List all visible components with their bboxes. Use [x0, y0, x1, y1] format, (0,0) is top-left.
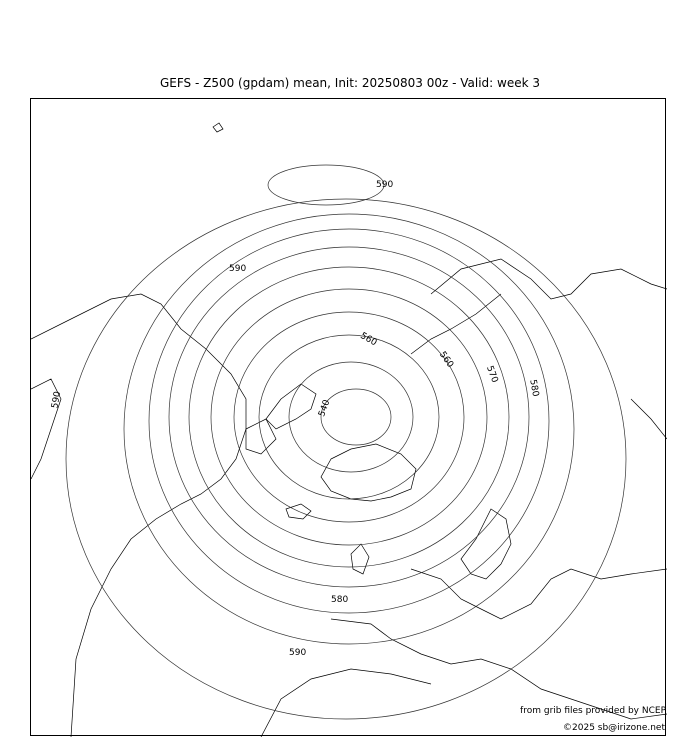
siberia-coast	[411, 294, 501, 354]
contour-label: 590	[289, 648, 307, 658]
greenland-outline	[321, 444, 416, 501]
canada-islands	[266, 384, 316, 429]
copyright-credit: ©2025 sb@irizone.net	[563, 723, 665, 733]
contour-outer-590	[66, 199, 626, 719]
africa-outline	[261, 669, 431, 737]
contour-3	[259, 335, 439, 499]
polar-map	[31, 99, 667, 737]
europe-outline	[411, 569, 667, 619]
contour-label: 580	[331, 595, 349, 605]
contour-2	[289, 362, 413, 472]
contour-8	[149, 229, 549, 613]
eurasia-outline	[431, 259, 667, 299]
contour-label: 570	[484, 364, 500, 385]
chart-title: GEFS - Z500 (gpdam) mean, Init: 20250803 00z - Valid: week 3	[159, 76, 541, 90]
uk-outline	[351, 544, 369, 574]
contour-label: 560	[436, 350, 456, 370]
north-america-outline	[31, 294, 246, 737]
z500-contours	[66, 165, 626, 719]
contour-island-590	[268, 165, 384, 205]
contour-inner	[321, 389, 391, 445]
data-source-credit: from grib files provided by NCEP	[520, 706, 666, 716]
contour-5	[211, 289, 487, 545]
contour-label: 590	[229, 264, 247, 274]
contour-7	[169, 247, 529, 587]
coastlines	[31, 123, 667, 737]
contour-label: 540	[317, 398, 333, 419]
contour-label: 590	[50, 390, 64, 410]
contour-label: 560	[358, 331, 379, 349]
asia-right-outline	[631, 399, 667, 439]
island-top	[213, 123, 223, 132]
contour-4	[234, 312, 464, 522]
contour-9	[124, 214, 574, 644]
contour-label: 580	[527, 378, 541, 398]
map-frame	[30, 98, 666, 736]
mediterranean-coast	[331, 619, 667, 719]
contour-label: 590	[376, 180, 394, 190]
